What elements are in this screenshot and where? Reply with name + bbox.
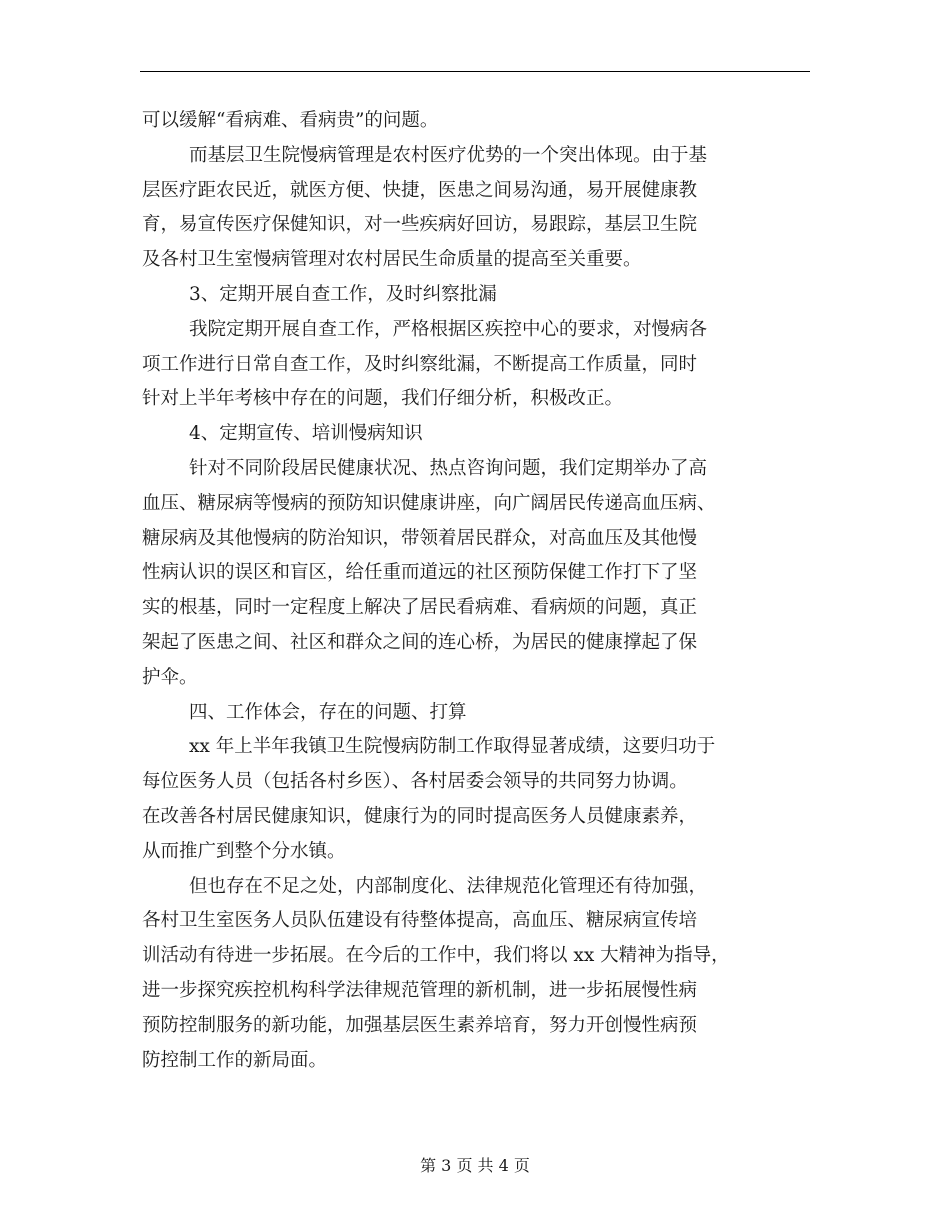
text-line: 每位医务人员（包括各村乡医）、各村居委会领导的共同努力协调。 — [142, 771, 688, 793]
text-line: 及各村卫生室慢病管理对农村居民生命质量的提高至关重要。 — [142, 249, 642, 271]
text-line: 预防控制服务的新功能，加强基层医生素养培育，努力开创慢性病预 — [142, 1014, 698, 1036]
text-line: 项工作进行日常自查工作，及时纠察纰漏，不断提高工作质量，同时 — [142, 353, 698, 375]
text-line: 护伞。 — [142, 666, 198, 688]
header-rule — [140, 71, 810, 72]
paragraph-start: 我院定期开展自查工作，严格根据区疾控中心的要求，对慢病各 — [189, 318, 708, 340]
section-heading: 四、工作体会，存在的问题、打算 — [189, 701, 467, 723]
text-line: 层医疗距农民近，就医方便、快捷，医患之间易沟通，易开展健康教 — [142, 179, 698, 201]
paragraph-start: 针对不同阶段居民健康状况、热点咨询问题，我们定期举办了高 — [189, 457, 708, 479]
text-line: 针对上半年考核中存在的问题，我们仔细分析，积极改正。 — [142, 388, 624, 410]
text-line: 架起了医患之间、社区和群众之间的连心桥，为居民的健康撑起了保 — [142, 631, 698, 653]
paragraph-start: 但也存在不足之处，内部制度化、法律规范化管理还有待加强， — [189, 875, 708, 897]
text-line: 训活动有待进一步拓展。在今后的工作中，我们将以 xx 大精神为指导， — [142, 945, 730, 967]
paragraph-start: 而基层卫生院慢病管理是农村医疗优势的一个突出体现。由于基 — [189, 144, 708, 166]
text-line: 在改善各村居民健康知识，健康行为的同时提高医务人员健康素养， — [142, 805, 698, 827]
text-line: 从而推广到整个分水镇。 — [142, 840, 346, 862]
section-heading: 3、定期开展自查工作，及时纠察批漏 — [189, 283, 497, 305]
text-line: 糖尿病及其他慢病的防治知识，带领着居民群众，对高血压及其他慢 — [142, 527, 698, 549]
text-line: 实的根基，同时一定程度上解决了居民看病难、看病烦的问题，真正 — [142, 597, 698, 619]
text-line: 各村卫生室医务人员队伍建设有待整体提高，高血压、糖尿病宣传培 — [142, 910, 698, 932]
text-line: 可以缓解“看病难、看病贵”的问题。 — [142, 110, 439, 131]
text-line: 进一步探究疾控机构科学法律规范管理的新机制，进一步拓展慢性病 — [142, 979, 698, 1001]
text-line: 防控制工作的新局面。 — [142, 1049, 328, 1071]
document-body — [142, 104, 817, 1078]
section-heading: 4、定期宣传、培训慢病知识 — [189, 423, 423, 445]
page-number: 第 3 页 共 4 页 — [420, 1156, 530, 1175]
text-line: 血压、糖尿病等慢病的预防知识健康讲座，向广阔居民传递高血压病、 — [142, 492, 716, 514]
text-line: 育，易宣传医疗保健知识，对一些疾病好回访，易跟踪，基层卫生院 — [142, 214, 698, 236]
paragraph-start: xx 年上半年我镇卫生院慢病防制工作取得显著成绩，这要归功于 — [189, 736, 716, 758]
text-line: 性病认识的误区和盲区，给任重而道远的社区预防保健工作打下了坚 — [142, 562, 698, 584]
